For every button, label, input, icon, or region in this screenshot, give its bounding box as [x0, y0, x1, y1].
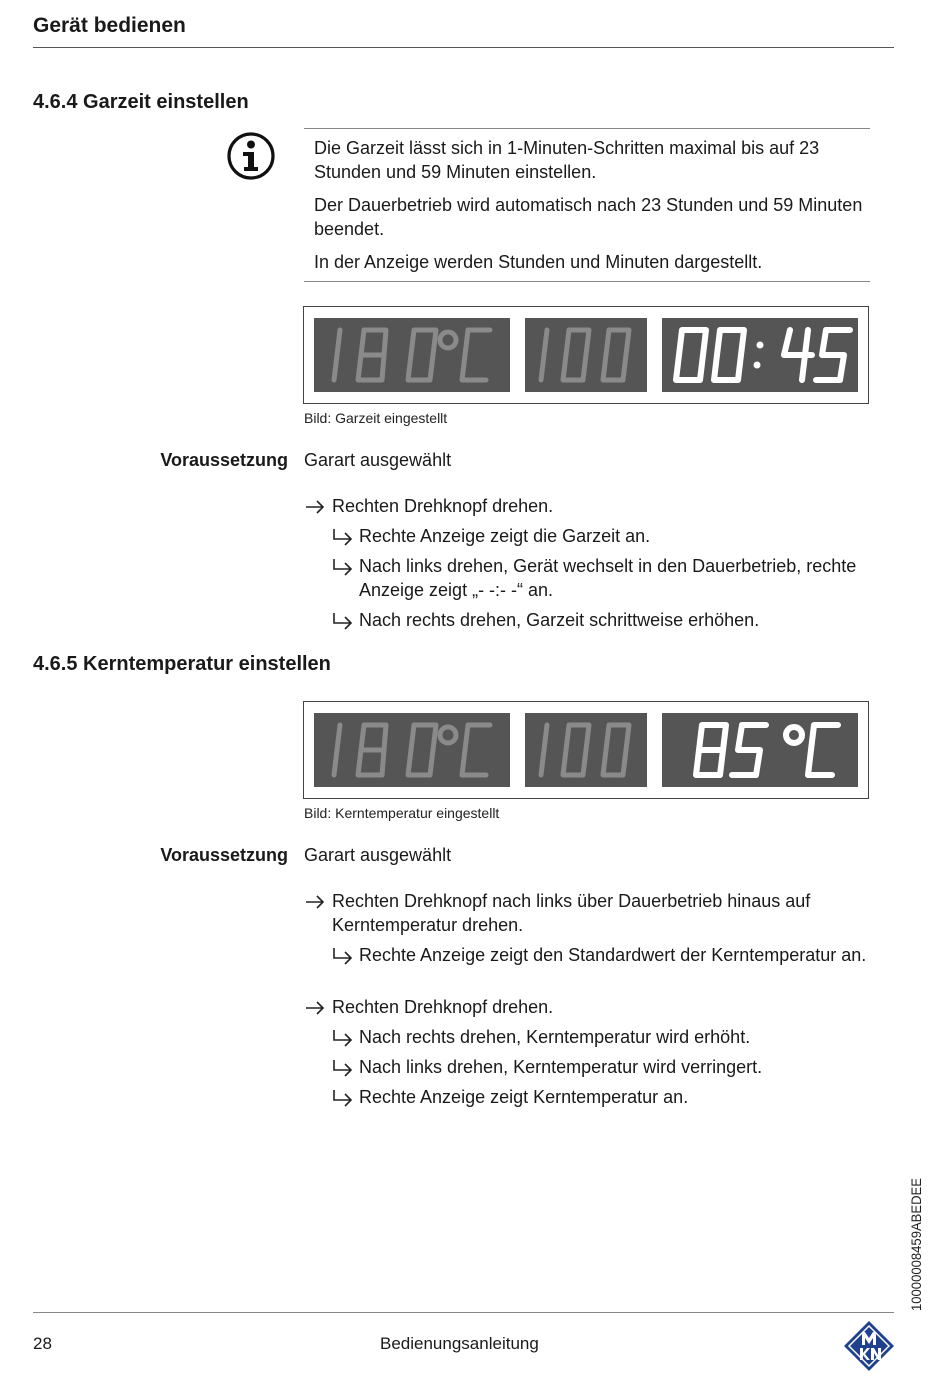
display-middle-value	[525, 713, 647, 787]
display-right-time	[662, 318, 858, 392]
page-number: 28	[33, 1334, 52, 1353]
arrow-right-icon	[304, 494, 328, 524]
arrow-right-icon	[304, 889, 328, 919]
display-right-core-temperature	[662, 713, 858, 787]
page-header-title: Gerät bedienen	[33, 14, 186, 37]
prerequisite-value: Garart ausgewählt	[304, 450, 452, 470]
section-heading-kerntemperatur: 4.6.5 Kerntemperatur einstellen	[33, 653, 331, 675]
info-text-1: Die Garzeit lässt sich in 1-Minuten-Schritten maximal bis auf 23 Stunden und 59 Minuten einstellen.	[314, 138, 820, 182]
info-text-3: In der Anzeige werden Stunden und Minuten dargestellt.	[314, 252, 763, 272]
result-step: Nach links drehen, Kerntemperatur wird verringert.	[331, 1055, 891, 1079]
display-garzeit	[303, 306, 869, 404]
result-arrow-icon	[331, 554, 355, 584]
result-step: Nach rechts drehen, Garzeit schrittweise erhöhen.	[331, 608, 891, 632]
result-step: Rechte Anzeige zeigt Kerntemperatur an.	[331, 1085, 891, 1109]
action-step: Rechten Drehknopf nach links über Dauerbetrieb hinaus auf Kerntemperatur drehen.	[304, 889, 874, 937]
display-middle-value	[525, 318, 647, 392]
prerequisite-label: Voraussetzung	[160, 845, 288, 865]
display-left-temperature	[314, 318, 510, 392]
result-arrow-icon	[331, 1085, 355, 1115]
header-rule	[33, 47, 894, 48]
prerequisite-value: Garart ausgewählt	[304, 845, 452, 865]
prerequisite-label: Voraussetzung	[160, 450, 288, 470]
result-step: Nach rechts drehen, Kerntemperatur wird erhöht.	[331, 1025, 891, 1049]
footer-rule	[33, 1312, 894, 1313]
result-step: Rechte Anzeige zeigt die Garzeit an.	[331, 524, 891, 548]
result-step: Rechte Anzeige zeigt den Standardwert der Kerntemperatur an.	[331, 943, 891, 967]
document-id	[900, 1176, 928, 1311]
display-kerntemperatur	[303, 701, 869, 799]
arrow-right-icon	[304, 995, 328, 1025]
result-arrow-icon	[331, 1055, 355, 1085]
result-arrow-icon	[331, 608, 355, 638]
result-step: Nach links drehen, Gerät wechselt in den Dauerbetrieb, rechte Anzeige zeigt „- -:- -“ an.	[331, 554, 891, 602]
footer-title: Bedienungsanleitung	[380, 1334, 539, 1353]
result-arrow-icon	[331, 943, 355, 973]
action-step: Rechten Drehknopf drehen.	[304, 494, 874, 518]
info-text-2: Der Dauerbetrieb wird automatisch nach 23 Stunden und 59 Minuten beendet.	[314, 195, 863, 239]
action-step: Rechten Drehknopf drehen.	[304, 995, 874, 1019]
result-arrow-icon	[331, 1025, 355, 1055]
info-note	[304, 128, 870, 282]
result-arrow-icon	[331, 524, 355, 554]
document-id-text: 10000008459ABEDEE	[909, 1176, 924, 1311]
mkn-logo	[843, 1320, 895, 1372]
figure-caption-kerntemperatur: Bild: Kerntemperatur eingestellt	[304, 805, 500, 821]
section-heading-garzeit: 4.6.4 Garzeit einstellen	[33, 91, 249, 113]
figure-caption-garzeit: Bild: Garzeit eingestellt	[304, 410, 448, 426]
info-circle-icon	[226, 131, 276, 181]
display-left-temperature	[314, 713, 510, 787]
